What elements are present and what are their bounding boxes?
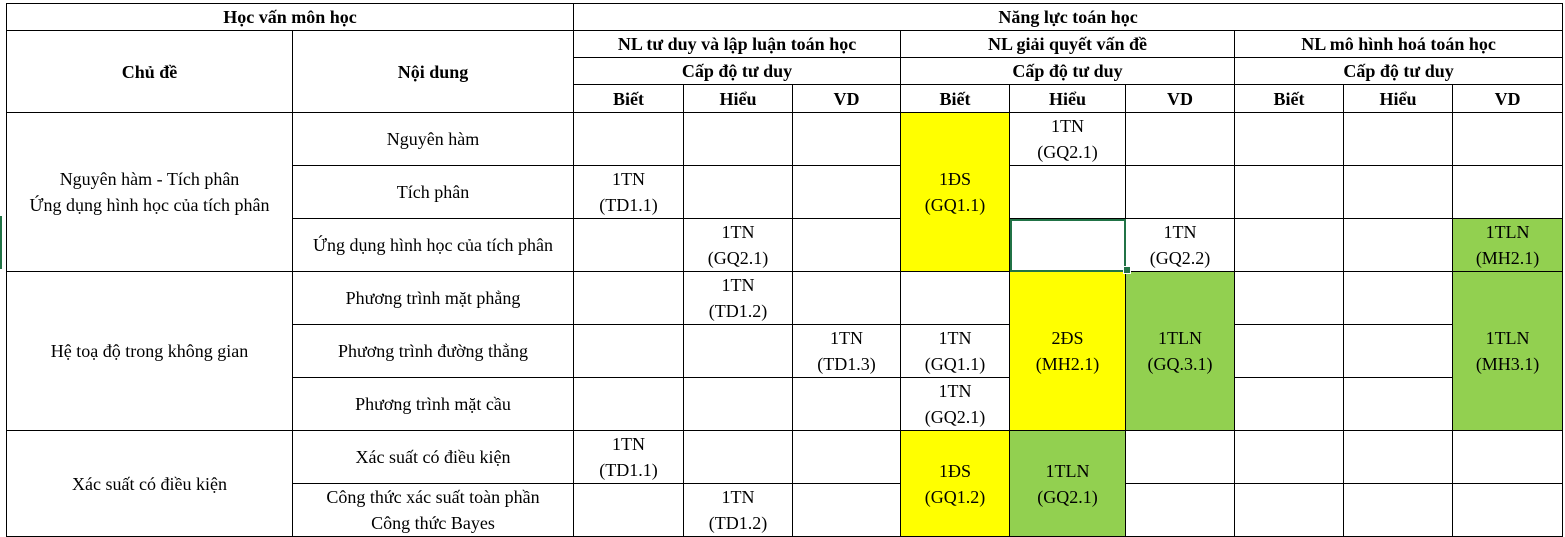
grid-cell[interactable] [1126,431,1235,484]
header-hoc-van[interactable]: Học vấn môn học [7,4,574,31]
header-nl-tu-duy[interactable]: NL tư duy và lập luận toán học [574,31,901,58]
grid-cell[interactable] [1010,166,1126,219]
grid-cell[interactable] [1453,272,1563,431]
selected-cell[interactable] [1010,219,1126,272]
grid-cell[interactable] [1344,166,1453,219]
topic-line: Hệ toạ độ trong không gian [50,341,249,361]
header-nl-mo-hinh[interactable]: NL mô hình hoá toán học [1235,31,1563,58]
competency-code: (GQ1.1) [924,354,986,374]
grid-cell[interactable] [1010,113,1126,166]
topic-cell[interactable] [7,431,293,537]
competency-code: (GQ.3.1) [1147,354,1213,374]
grid-cell[interactable] [1010,272,1126,431]
competency-code: (MH2.1) [1475,248,1540,268]
question-count: 1TN [612,169,646,189]
header-level-vd[interactable]: VD [1126,85,1235,113]
question-count: 1TLN [1485,328,1530,348]
grid-cell[interactable] [684,113,793,166]
grid-cell[interactable] [574,272,684,325]
grid-cell[interactable] [1344,113,1453,166]
content-line: Công thức Bayes [371,513,495,533]
topic-cell[interactable] [7,113,293,272]
grid-cell[interactable] [1453,484,1563,537]
header-level-hieu[interactable]: Hiểu [1344,85,1453,113]
grid-cell[interactable] [684,166,793,219]
grid-cell[interactable] [793,431,901,484]
grid-cell[interactable] [1010,431,1126,537]
grid-cell[interactable] [574,378,684,431]
header-cap-do-mo-hinh[interactable]: Cấp độ tư duy [1235,58,1563,85]
grid-cell[interactable] [684,219,793,272]
grid-cell[interactable] [1235,325,1344,378]
grid-cell[interactable] [1453,166,1563,219]
header-level-vd[interactable]: VD [793,85,901,113]
content-cell[interactable] [293,166,574,219]
grid-cell[interactable] [793,166,901,219]
grid-cell[interactable] [574,219,684,272]
content-cell[interactable] [293,272,574,325]
competency-code: (GQ2.1) [707,248,769,268]
grid-cell[interactable] [793,113,901,166]
competency-code: (TD1.1) [599,460,658,480]
competency-code: (GQ2.2) [1149,248,1211,268]
grid-cell[interactable] [1235,378,1344,431]
grid-cell[interactable] [901,325,1010,378]
grid-cell[interactable] [684,378,793,431]
grid-cell[interactable] [1235,166,1344,219]
question-count: 1TLN [1485,222,1530,242]
topic-line: Ứng dụng hình học của tích phân [29,195,270,215]
grid-cell[interactable] [901,431,1010,537]
grid-cell[interactable] [793,378,901,431]
grid-cell[interactable] [1344,484,1453,537]
question-count: 2ĐS [1051,328,1084,348]
question-count: 1TN [938,328,972,348]
question-count: 1TN [830,328,864,348]
header-cap-do-tu-duy[interactable]: Cấp độ tư duy [574,58,901,85]
grid-cell[interactable] [1344,325,1453,378]
header-chu-de[interactable]: Chủ đề [7,31,293,113]
topic-line: Xác suất có điều kiện [72,473,227,494]
grid-cell[interactable] [1453,113,1563,166]
question-count: 1TN [721,487,755,507]
content-cell[interactable] [293,219,574,272]
question-count: 1TN [938,381,972,401]
content-line: Phương trình mặt cầu [355,394,511,414]
header-noi-dung[interactable]: Nội dung [293,31,574,113]
grid-cell[interactable] [901,378,1010,431]
topic-cell[interactable] [7,272,293,431]
topic-line: Nguyên hàm - Tích phân [59,169,240,189]
header-level-biet[interactable]: Biết [574,85,684,113]
grid-cell[interactable] [684,484,793,537]
competency-code: (GQ2.1) [1037,142,1098,162]
grid-cell[interactable] [793,272,901,325]
grid-cell[interactable] [574,166,684,219]
question-count: 1ĐS [939,460,972,481]
header-nl-giai-quyet[interactable]: NL giải quyết vấn đề [901,31,1235,58]
grid-cell[interactable] [793,484,901,537]
question-count: 1TN [1051,116,1085,136]
row-header-marker [0,216,2,269]
grid-cell[interactable] [1235,484,1344,537]
question-count: 1TLN [1045,460,1090,481]
content-cell[interactable] [293,431,574,484]
header-level-hieu[interactable]: Hiểu [684,85,793,113]
content-cell[interactable] [293,325,574,378]
grid-cell[interactable] [1344,378,1453,431]
header-cap-do-giai-quyet[interactable]: Cấp độ tư duy [901,58,1235,85]
content-line: Tích phân [396,182,470,202]
competency-code: (TD1.1) [599,195,658,215]
competency-code: (MH3.1) [1475,354,1540,374]
content-cell[interactable] [293,378,574,431]
header-level-biet[interactable]: Biết [901,85,1010,113]
grid-cell[interactable] [1126,219,1235,272]
grid-cell[interactable] [793,219,901,272]
content-line: Ứng dụng hình học của tích phân [313,235,553,255]
grid-cell[interactable] [1126,484,1235,537]
grid-cell[interactable] [901,113,1010,272]
content-line: Phương trình đường thẳng [337,341,529,361]
competency-code: (MH2.1) [1035,354,1100,374]
header-nang-luc[interactable]: Năng lực toán học [574,4,1563,31]
question-count: 1TN [721,222,755,242]
grid-cell[interactable] [1235,272,1344,325]
competency-matrix-table [6,3,1563,537]
grid-cell[interactable] [1126,113,1235,166]
content-line: Xác suất có điều kiện [355,447,511,467]
competency-code: (TD1.3) [817,354,876,374]
grid-cell[interactable] [901,272,1010,325]
grid-cell[interactable] [574,325,684,378]
grid-cell[interactable] [574,113,684,166]
competency-code: (TD1.2) [708,301,768,321]
grid-cell[interactable] [1235,431,1344,484]
grid-cell[interactable] [1453,219,1563,272]
grid-cell[interactable] [1344,431,1453,484]
grid-cell[interactable] [1126,166,1235,219]
question-count: 1TLN [1158,328,1203,348]
content-cell[interactable] [293,113,574,166]
grid-cell[interactable] [574,431,684,484]
grid-cell[interactable] [1344,272,1453,325]
question-count: 1ĐS [939,169,972,189]
competency-code: (GQ2.1) [924,407,986,427]
grid-cell[interactable] [684,325,793,378]
competency-code: (GQ1.1) [924,195,986,215]
grid-cell[interactable] [793,325,901,378]
content-line: Công thức xác suất toàn phần [326,487,540,507]
header-level-biet[interactable]: Biết [1235,85,1344,113]
competency-code: (GQ1.2) [924,486,986,507]
competency-code: (TD1.2) [708,513,768,533]
question-count: 1TN [721,275,755,295]
grid-cell[interactable] [574,484,684,537]
content-line: Nguyên hàm [386,129,480,149]
grid-cell[interactable] [1344,219,1453,272]
grid-cell[interactable] [1453,431,1563,484]
grid-cell[interactable] [684,272,793,325]
grid-cell[interactable] [1235,219,1344,272]
header-level-hieu[interactable]: Hiểu [1010,85,1126,113]
fill-handle[interactable] [1123,266,1131,274]
grid-cell[interactable] [1235,113,1344,166]
question-count: 1TN [612,434,646,454]
content-cell[interactable] [293,484,574,537]
competency-code: (GQ2.1) [1037,486,1098,507]
question-count: 1TN [1163,222,1197,242]
grid-cell[interactable] [1126,272,1235,431]
content-line: Phương trình mặt phẳng [345,288,521,308]
header-level-vd[interactable]: VD [1453,85,1563,113]
grid-cell[interactable] [684,431,793,484]
